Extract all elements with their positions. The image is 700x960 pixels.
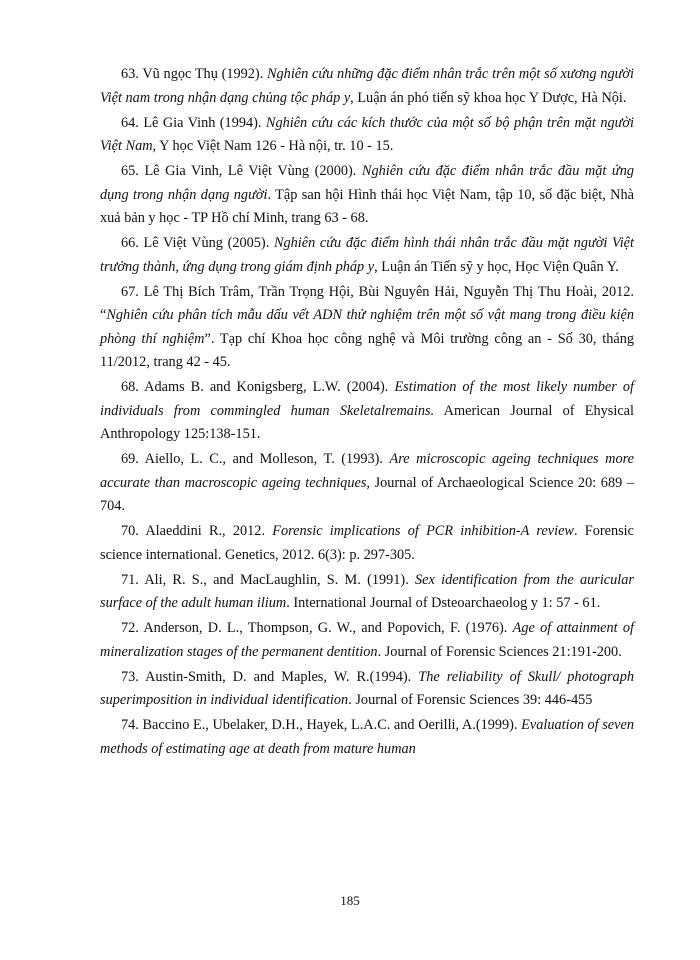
reference-title: Sex identification from the auricular surface of the adult human ilium bbox=[100, 571, 634, 611]
reference-title: The reliability of Skull/ photograph superimposition in individual identification bbox=[100, 668, 634, 708]
reference-source: , Y học Việt Nam 126 - Hà nội, tr. 10 - 15. bbox=[152, 138, 394, 154]
reference-item bbox=[100, 376, 634, 447]
reference-number: 72. bbox=[121, 620, 139, 636]
reference-number: 73. bbox=[121, 668, 139, 685]
reference-authors: Adams B. and Konigsberg, L.W. (2004). bbox=[144, 379, 395, 395]
reference-number: 71. bbox=[121, 571, 139, 588]
reference-title: Nghiên cứu đặc điểm hình thái nhân trắc đầu mặt người Việt trưởng thành, ứng dụng trong giám định pháp y bbox=[100, 235, 634, 275]
reference-source: Journal of Archaeological Science 20: 689 – 704. bbox=[100, 474, 634, 514]
reference-item bbox=[100, 666, 634, 713]
page-number: 185 bbox=[340, 893, 360, 908]
reference-authors: Lê Gia Vinh, Lê Việt Vùng (2000). bbox=[144, 163, 362, 179]
reference-item bbox=[100, 520, 634, 567]
reference-authors: Austin-Smith, D. and Maples, W. R.(1994). bbox=[145, 668, 419, 685]
reference-title: Age of attainment of mineralization stages of the permanent dentition bbox=[100, 620, 634, 660]
reference-authors: Anderson, D. L., Thompson, G. W., and Popovich, F. (1976). bbox=[143, 620, 513, 636]
reference-authors: Alaeddini R., 2012. bbox=[145, 523, 273, 539]
reference-number: 65. bbox=[121, 163, 139, 179]
reference-title: Estimation of the most likely number of individuals from commingled human Skeletalremains. bbox=[100, 379, 634, 419]
reference-number: 74. bbox=[121, 717, 139, 733]
reference-authors: Vũ ngọc Thụ (1992). bbox=[142, 66, 267, 82]
reference-source: ”. Tạp chí Khoa học công nghệ và Môi trường công an - Số 30, tháng 11/2012, trang 42 - 45. bbox=[100, 330, 634, 370]
reference-title: Are microscopic ageing techniques more accurate than macroscopic ageing techniques, bbox=[100, 451, 634, 491]
reference-source: , Luận án phó tiến sỹ khoa học Y Dược, Hà Nội. bbox=[350, 89, 627, 106]
reference-authors: Aiello, L. C., and Molleson, T. (1993). bbox=[144, 451, 390, 467]
reference-source: . Tập san hội Hình thái học Việt Nam, tập 10, số đặc biệt, Nhà xuả bản y học - TP Hồ chí Minh, trang 63 - 68. bbox=[100, 186, 634, 226]
reference-source: American Journal of Ehysical Anthropology 125:138-151. bbox=[100, 402, 634, 442]
reference-item bbox=[100, 232, 634, 279]
reference-number: 70. bbox=[121, 523, 139, 539]
reference-authors: Ali, R. S., and MacLaughlin, S. M. (1991). bbox=[144, 571, 416, 588]
reference-item bbox=[100, 714, 634, 761]
reference-authors: Lê Thị Bích Trâm, Trần Trọng Hội, Bùi Nguyên Hải, Nguyễn Thị Thu Hoài, 2012. “ bbox=[100, 283, 635, 323]
reference-number: 68. bbox=[121, 379, 139, 395]
reference-number: 67. bbox=[121, 283, 139, 300]
reference-item bbox=[100, 617, 634, 664]
reference-title: Forensic implications of PCR inhibition-A review bbox=[272, 523, 574, 539]
reference-title: Nghiên cứu phân tích mẫu dấu vết ADN thử nghiệm trên một số vật mang trong điều kiện phòng thí nghiệm bbox=[100, 307, 634, 347]
reference-title: Nghiên cứu đặc điểm nhân trắc đầu mặt ứng dụng trong nhận dạng người bbox=[100, 163, 635, 203]
reference-number: 66. bbox=[121, 235, 139, 251]
reference-item bbox=[100, 63, 634, 110]
reference-list bbox=[100, 63, 634, 763]
reference-source: . Forensic science international. Genetics, 2012. 6(3): p. 297-305. bbox=[100, 523, 634, 563]
reference-authors: Lê Gia Vinh (1994). bbox=[143, 114, 266, 131]
reference-source: . Journal of Forensic Sciences 21:191-200. bbox=[377, 643, 622, 660]
reference-authors: Lê Việt Vùng (2005). bbox=[143, 235, 274, 251]
reference-item bbox=[100, 281, 634, 375]
reference-title: Nghiên cứu những đặc điểm nhân trắc trên một số xương người Việt nam trong nhận dạng chủng tộc pháp y bbox=[100, 66, 634, 106]
reference-source: , Luận án Tiến sỹ y học, Học Viện Quân Y. bbox=[374, 258, 619, 275]
reference-number: 63. bbox=[121, 66, 139, 82]
reference-item bbox=[100, 448, 634, 519]
reference-source: . Journal of Forensic Sciences 39: 446-455 bbox=[348, 692, 593, 708]
reference-authors: Baccino E., Ubelaker, D.H., Hayek, L.A.C. and Oerilli, A.(1999). bbox=[142, 717, 522, 733]
reference-item bbox=[100, 112, 634, 159]
reference-source: . International Journal of Dsteoarchaeolog y 1: 57 - 61. bbox=[286, 595, 601, 611]
reference-title: Nghiên cứu các kích thước của một số bộ phận trên mặt người Việt Nam bbox=[100, 114, 635, 154]
reference-title: Evaluation of seven methods of estimating age at death from mature human bbox=[100, 717, 634, 757]
reference-number: 64. bbox=[121, 114, 139, 131]
reference-item bbox=[100, 160, 634, 231]
reference-item bbox=[100, 569, 634, 616]
reference-number: 69. bbox=[121, 451, 139, 467]
